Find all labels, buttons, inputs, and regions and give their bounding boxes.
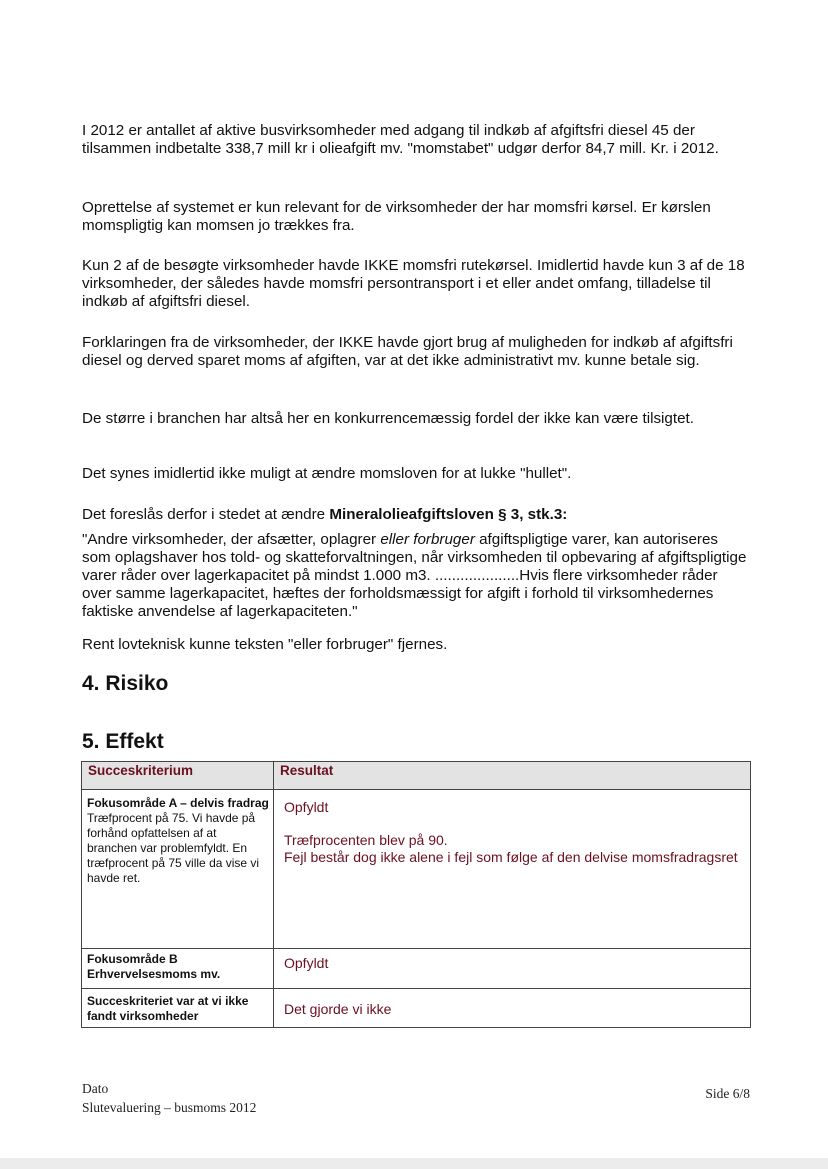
paragraph-forklaring: Forklaringen fra de virksomheder, der IKKE havde gjort brug af muligheden for indkøb af afgiftsfri diesel og derved sparet moms af afgiften, var at det ikke administrativt mv. kunne betale sig.	[82, 334, 733, 369]
header-resultat: Resultat	[274, 762, 751, 790]
criterion-description: Træfprocent på 75. Vi havde på forhånd opfattelsen af at branchen var problemfyldt. En træfprocent på 75 ville da vise vi havde ret.	[87, 811, 260, 885]
result-status: Opfyldt	[284, 955, 329, 971]
paragraph-oprettelse: Oprettelse af systemet er kun relevant for de virksomheder der har momsfri kørsel. Er kørslen momspligtig kan momsen jo trækkes fra.	[82, 199, 711, 234]
result-cell	[274, 989, 751, 1028]
paragraph-besoegte: Kun 2 af de besøgte virksomheder havde IKKE momsfri rutekørsel. Imidlertid havde kun 3 af de 18 virksomheder, der således havde momsfri persontransport i et eller andet omfang, tilladelse til indkøb af afgiftsfri diesel.	[82, 257, 745, 310]
footer-page-number: Side 6/8	[705, 1086, 750, 1101]
criterion-cell	[82, 989, 274, 1028]
quote-start: "Andre virksomheder, der afsætter, oplagrer	[82, 531, 381, 548]
result-status: Opfyldt	[284, 799, 329, 815]
quote-end: afgiftspligtige varer, kan autoriseres som oplagshaver hos told- og skatteforvaltningen, når virksomheden til opbevaring af afgiftspligtige varer råder over lagerkapacitet på mindst 1.000 m3. ....................Hvis flere virksomheder råder over samme lagerkapacitet, hæftes der forholdsmæssigt for afgift i forhold til virksomhedernes faktiske anvendelse af lagerkapaciteten."	[82, 531, 747, 620]
header-succeskriterium: Succeskriterium	[82, 762, 274, 790]
paragraph-momsloven: Det synes imidlertid ikke muligt at ændre momsloven for at lukke "hullet".	[82, 465, 572, 482]
effect-table	[81, 761, 751, 1028]
table-row	[82, 949, 751, 989]
focus-area-b: Fokusområde B Erhvervelsesmoms mv.	[87, 952, 221, 981]
table-header-row	[82, 762, 751, 790]
page-bottom-edge	[0, 1158, 828, 1169]
heading-risiko: 4. Risiko	[82, 672, 169, 695]
forslag-text: Det foreslås derfor i stedet at ændre	[82, 506, 330, 523]
paragraph-forslag	[82, 506, 750, 524]
criterion-cell	[82, 949, 274, 989]
table-row	[82, 989, 751, 1028]
heading-effekt: 5. Effekt	[82, 730, 164, 753]
table-row	[82, 790, 751, 949]
footer-doc-title: Slutevaluering – busmoms 2012	[82, 1100, 257, 1115]
result-cell	[274, 949, 751, 989]
quote-emphasis: eller forbruger	[380, 531, 475, 548]
footer-date-label: Dato	[82, 1081, 109, 1096]
focus-area-a: Fokusområde A – delvis fradrag	[87, 796, 269, 810]
criterion-cell	[82, 790, 274, 949]
result-cell	[274, 790, 751, 949]
law-reference: Mineralolieafgiftsloven § 3, stk.3:	[329, 506, 568, 523]
law-quote	[82, 531, 750, 621]
paragraph-lovteknisk: Rent lovteknisk kunne teksten "eller forbruger" fjernes.	[82, 636, 448, 653]
paragraph-momstab: I 2012 er antallet af aktive busvirksomheder med adgang til indkøb af afgiftsfri diesel 45 der tilsammen indbetalte 338,7 mill kr i olieafgift mv. "momstabet" udgør derfor 84,7 mill. Kr. i 2012.	[82, 122, 719, 157]
result-note: Fejl består dog ikke alene i fejl som følge af den delvise momsfradragsret	[284, 849, 738, 865]
paragraph-konkurrence: De større i branchen har altså her en konkurrencemæssig fordel der ikke kan være tilsigtet.	[82, 410, 694, 427]
criterion-text: Succeskriteriet var at vi ikke fandt virksomheder	[87, 994, 249, 1023]
result-line: Træfprocenten blev på 90.	[284, 832, 448, 848]
result-text: Det gjorde vi ikke	[284, 1001, 392, 1017]
